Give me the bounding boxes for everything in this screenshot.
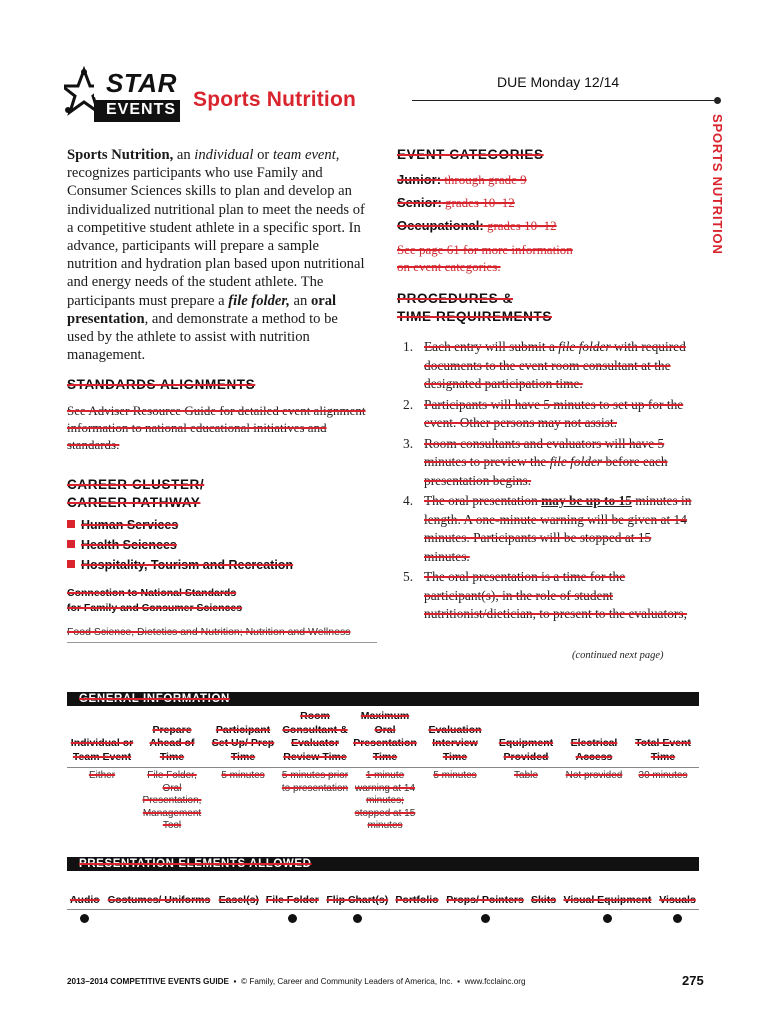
intro-text: an <box>173 147 195 163</box>
category-junior <box>397 172 527 188</box>
not-allowed-mark-icon <box>539 914 548 923</box>
procedures-heading-2: TIME REQUIREMENTS <box>397 309 552 324</box>
table-cell <box>67 909 103 931</box>
table-cell: 5 minutes prior to presentation <box>281 770 349 794</box>
table-cell <box>392 909 442 931</box>
table-cell: Either <box>88 770 116 781</box>
list-item <box>397 435 697 491</box>
column-header: Costumes/ Uniforms <box>103 873 216 909</box>
intro-individual: individual <box>194 147 254 163</box>
intro-text: or <box>253 147 273 163</box>
table-cell <box>656 909 699 931</box>
item-text: minutes in length. A one-minute warning will be given at 14 minutes. Participants will be stopped at 15 minutes. <box>424 493 692 564</box>
page-footer <box>67 977 622 986</box>
title-rule-dot <box>714 97 721 104</box>
column-header: Evaluation Interview Time <box>419 708 491 768</box>
item-emphasis: file folder <box>558 339 611 354</box>
footer-guide: 2013–2014 COMPETITIVE EVENTS GUIDE <box>67 977 229 986</box>
footer-org: © Family, Career and Community Leaders of America, Inc. <box>241 977 453 986</box>
allowed-dot-icon <box>481 914 490 923</box>
item-text: The oral presentation <box>424 493 542 508</box>
column-header: Visuals <box>656 873 699 909</box>
list-item <box>397 492 697 566</box>
table-cell <box>559 909 656 931</box>
connection-body-text: Food Science, Dietetics and Nutrition; Nutrition and Wellness <box>67 626 351 638</box>
table-header-row <box>67 873 699 909</box>
list-item <box>67 556 367 576</box>
logo-events-text: EVENTS <box>106 101 177 118</box>
side-label-text: SPORTS NUTRITION <box>710 114 725 255</box>
see-page-1: See page 61 for more information <box>397 242 573 257</box>
procedures-list <box>397 338 697 626</box>
career-item: Health Sciences <box>81 538 177 552</box>
category-senior <box>397 195 515 211</box>
item-number: 1. <box>403 339 414 354</box>
table-cell <box>215 909 262 931</box>
item-emphasis: may be up to 15 <box>541 493 632 508</box>
bullet-square-icon <box>67 520 75 528</box>
intro-text: , and demonstrate a method to be used by the athlete to assist with nutrition management. <box>67 310 338 364</box>
general-info-heading: GENERAL INFORMATION <box>79 693 230 705</box>
table-cell: 5 minutes <box>221 770 265 781</box>
connection-heading <box>67 586 367 616</box>
intro-lead: Sports Nutrition, <box>67 147 174 163</box>
column-header: Individual or Team Event <box>67 708 137 768</box>
item-number: 2. <box>403 396 414 412</box>
table-cell <box>262 909 322 931</box>
column-header: Portfolio <box>392 873 442 909</box>
column-header: File Folder <box>262 873 322 909</box>
career-heading-2: CAREER PATHWAY <box>67 495 201 510</box>
table-cell: 5 minutes <box>433 770 477 781</box>
footer-site[interactable]: www.fcclainc.org <box>464 977 526 986</box>
due-note: DUE Monday 12/14 <box>497 74 620 90</box>
categories-heading: EVENT CATEGORIES <box>397 147 544 162</box>
column-header: Equipment Provided <box>491 708 561 768</box>
career-item: Human Services <box>81 518 179 532</box>
table-header-row <box>67 708 699 768</box>
junior-label: Junior: <box>397 172 442 187</box>
allowed-dot-icon <box>353 914 362 923</box>
item-text: Participants will have 5 minutes to set up for the event. Other persons may not assist. <box>424 396 684 430</box>
intro-team: team event, <box>272 147 340 163</box>
star-events-logo <box>64 66 182 130</box>
connection-line-1: Connection to National Standards <box>67 587 237 599</box>
column-header: Electrical Access <box>561 708 627 768</box>
junior-value: through grade 9 <box>441 172 527 187</box>
list-item <box>67 536 367 556</box>
senior-value: grades 10–12 <box>441 195 515 210</box>
item-text: Room consultants and evaluators will have 5 minutes to preview the <box>424 435 665 469</box>
item-number: 3. <box>403 435 414 451</box>
career-heading-1: CAREER CLUSTER/ <box>67 477 205 492</box>
not-allowed-mark-icon <box>413 914 422 923</box>
logo-star-text: STAR <box>106 68 177 98</box>
item-number: 5. <box>403 569 414 584</box>
career-item: Hospitality, Tourism and Recreation <box>81 558 294 572</box>
column-header: Prepare Ahead of Time <box>137 708 207 768</box>
bullet-square-icon <box>67 560 75 568</box>
side-label <box>702 114 732 284</box>
column-header: Easel(s) <box>215 873 262 909</box>
item-text: before each presentation begins. <box>424 454 668 488</box>
item-emphasis: file folder <box>549 454 603 469</box>
list-item <box>397 338 697 394</box>
column-header: Props/ Pointers <box>442 873 528 909</box>
column-header: Skits <box>528 873 559 909</box>
item-text: The oral presentation is a time for the participant(s), in the role of student nutritionist/dietician, to present to the evaluators, <box>424 569 687 621</box>
standards-body: See Adviser Resource Guide for detailed event alignment information to national educational initiatives and standards. <box>67 403 366 452</box>
list-item <box>397 396 697 433</box>
item-text: with required documents to the event room consultant at the designated participation time. <box>424 339 686 391</box>
table-cell: File Folder, Oral Presentation, Management Tool <box>142 770 202 831</box>
column-header: Total Event Time <box>627 708 699 768</box>
page-title: Sports Nutrition <box>193 88 357 111</box>
table-cell: 1 minute warning at 14 minutes; stopped at 15 minutes <box>354 770 416 831</box>
connection-line-2: for Family and Consumer Sciences <box>67 602 243 614</box>
not-allowed-mark-icon <box>155 914 164 923</box>
intro-oral: oral presentation <box>67 292 337 327</box>
list-item <box>397 568 697 624</box>
item-text: Each entry will submit a <box>424 339 559 354</box>
career-list <box>67 516 367 576</box>
footer-separator: ▪ <box>231 977 239 986</box>
footer-separator: ▪ <box>454 977 463 986</box>
allowed-dot-icon <box>673 914 682 923</box>
column-header: Participant Set Up/ Prep Time <box>207 708 279 768</box>
presentation-table <box>67 873 699 931</box>
allowed-dot-icon <box>603 914 612 923</box>
allowed-dot-icon <box>80 914 89 923</box>
column-header: Room Consultant & Evaluator Review Time <box>279 708 351 768</box>
general-info-table <box>67 708 699 835</box>
table-cell <box>103 909 216 931</box>
page-number: 275 <box>682 973 704 988</box>
column-header: Visual Equipment <box>559 873 656 909</box>
allowed-dot-icon <box>288 914 297 923</box>
presentation-banner <box>67 857 699 871</box>
continued-note: (continued next page) <box>572 650 664 661</box>
table-row <box>67 768 699 835</box>
table-cell: 30 minutes <box>638 770 688 781</box>
senior-label: Senior: <box>397 195 442 210</box>
general-info-banner <box>67 692 699 706</box>
table-row <box>67 909 699 931</box>
standards-heading: STANDARDS ALIGNMENTS <box>67 377 256 392</box>
column-header: Maximum Oral Presentation Time <box>351 708 419 768</box>
table-cell <box>528 909 559 931</box>
presentation-heading: PRESENTATION ELEMENTS ALLOWED <box>79 858 312 870</box>
list-item <box>67 516 367 536</box>
procedures-heading-1: PROCEDURES & <box>397 291 513 306</box>
see-page-2: on event categories. <box>397 259 501 274</box>
table-cell: Table <box>514 770 538 781</box>
category-occupational <box>397 218 557 234</box>
intro-paragraph <box>67 146 367 364</box>
occupational-label: Occupational: <box>397 218 484 233</box>
item-number: 4. <box>403 493 414 508</box>
connection-body <box>67 626 377 643</box>
intro-file-folder: file folder, <box>228 292 290 309</box>
column-header: Audio <box>67 873 103 909</box>
occupational-value: grades 10–12 <box>483 218 557 233</box>
column-header: Flip Chart(s) <box>323 873 393 909</box>
title-rule <box>412 100 717 101</box>
table-cell <box>442 909 528 931</box>
table-cell: Not provided <box>565 770 623 781</box>
intro-text: an <box>289 292 311 309</box>
not-allowed-mark-icon <box>234 914 243 923</box>
table-cell <box>323 909 393 931</box>
bullet-square-icon <box>67 540 75 548</box>
intro-text: recognizes participants who use Family and Consumer Sciences skills to plan and develop an individualized nutritional plan to meet the needs of a competitive student athlete in a specific sport. In advance, participants will prepare a sample nutrition and hydration plan based upon nutritional and energy needs of the student athlete. The participants must prepare a <box>67 165 365 309</box>
